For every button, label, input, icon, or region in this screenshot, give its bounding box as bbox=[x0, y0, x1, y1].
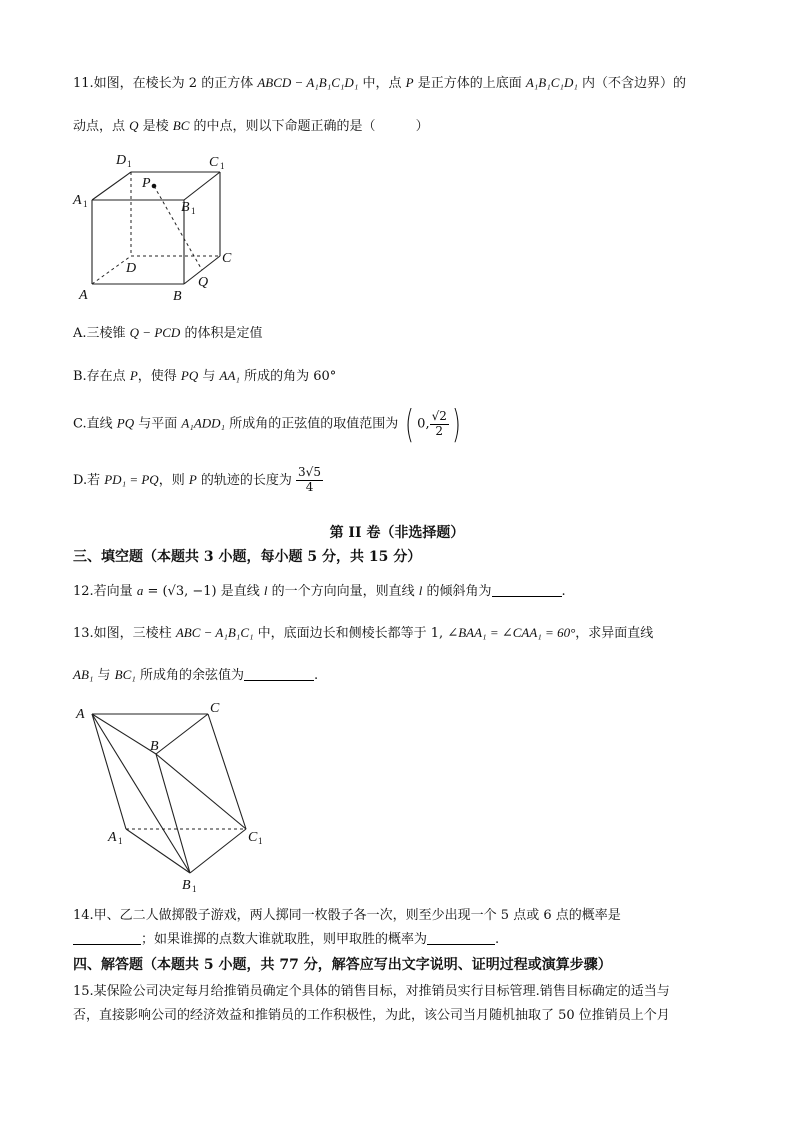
option-math: 0, bbox=[417, 416, 430, 432]
option-math: AA₁ bbox=[219, 368, 240, 383]
label-sub: 1 bbox=[220, 161, 225, 171]
q11-line2 bbox=[73, 115, 429, 134]
option-text: 的体积是定值 bbox=[180, 326, 263, 341]
option-math: PD₁ = PQ bbox=[104, 471, 159, 487]
label-sub: 1 bbox=[191, 206, 196, 216]
label-q: Q bbox=[198, 275, 209, 290]
q11-text: 11.如图，在棱长为 2 的正方体 bbox=[73, 76, 258, 91]
label-sub: 1 bbox=[258, 836, 263, 846]
label-d: D bbox=[126, 261, 137, 276]
q12-line-l: l bbox=[418, 583, 423, 598]
q13-text: 与 bbox=[93, 668, 115, 683]
label-sub: 1 bbox=[83, 199, 88, 209]
q14-line2 bbox=[73, 928, 499, 947]
option-text: A.三棱锥 bbox=[73, 326, 130, 341]
fraction bbox=[296, 466, 323, 495]
q12-text: 12.若向量 bbox=[73, 584, 137, 599]
q12-text: . bbox=[561, 584, 566, 599]
q13-text: . bbox=[313, 668, 319, 683]
option-text: D.若 bbox=[73, 472, 105, 488]
part4-title: 四、解答题（本题共 5 小题，共 77 分，解答应写出文字说明、证明过程或演算步骤） bbox=[73, 957, 612, 973]
label-b: B bbox=[150, 739, 159, 754]
q15-line1: 15.某保险公司决定每月给推销员确定个具体的销售目标，对推销员实行目标管理.销售目标确定的适当与 bbox=[73, 984, 670, 999]
denominator: 4 bbox=[305, 479, 314, 494]
option-text: 所成角的正弦值的取值范围为 bbox=[225, 416, 399, 432]
q13-line1 bbox=[73, 622, 653, 641]
option-math: PQ bbox=[180, 368, 199, 383]
q12-vector: a bbox=[136, 583, 144, 598]
option-text: 与平面 bbox=[134, 416, 182, 432]
q11-top-face: A₁B₁C₁D₁ bbox=[525, 75, 578, 90]
q12-text: 是直线 bbox=[216, 584, 264, 599]
label-c1: C bbox=[248, 830, 258, 845]
label-c: C bbox=[210, 701, 220, 716]
q13-text: 13.如图，三棱柱 bbox=[73, 626, 176, 641]
answer-blank[interactable] bbox=[427, 932, 495, 945]
numerator: 3√5 bbox=[298, 465, 321, 479]
part3-title: 三、填空题（本题共 3 小题，每小题 5 分，共 15 分） bbox=[73, 549, 422, 565]
denominator: 2 bbox=[435, 423, 444, 438]
label-b1: B bbox=[182, 878, 191, 893]
label-a: A bbox=[76, 707, 85, 722]
answer-blank[interactable] bbox=[244, 668, 314, 681]
cube-figure bbox=[70, 148, 245, 308]
q13-text: 所成角的余弦值为 bbox=[135, 668, 244, 683]
option-text: B.存在点 bbox=[73, 369, 130, 384]
label-d1: D bbox=[116, 153, 127, 168]
prism-figure bbox=[70, 698, 280, 898]
option-math: A₁ADD₁ bbox=[181, 415, 226, 431]
option-text: ，使得 bbox=[137, 369, 181, 384]
option-math: P bbox=[188, 471, 197, 487]
q12-text: 的倾斜角为 bbox=[422, 584, 492, 599]
label-p: P bbox=[142, 176, 151, 191]
label-sub: 1 bbox=[192, 884, 197, 894]
numerator: √2 bbox=[431, 408, 447, 423]
q11-cube-name: ABCD − A₁B₁C₁D₁ bbox=[257, 75, 359, 90]
option-text: 与 bbox=[198, 369, 220, 384]
option-math: PQ bbox=[116, 415, 135, 431]
q11-text: 内（不含边界）的 bbox=[577, 76, 686, 91]
q13-line-bc1: BC₁ bbox=[114, 667, 136, 682]
q11-point-p: P bbox=[405, 75, 414, 90]
q13-text: ，求异面直线 bbox=[575, 626, 654, 641]
label-sub: 1 bbox=[127, 159, 132, 169]
answer-blank[interactable] bbox=[492, 584, 562, 597]
q13-line-ab1: AB₁ bbox=[73, 667, 94, 682]
label-c: C bbox=[222, 251, 232, 266]
option-text: ，则 bbox=[158, 472, 189, 488]
option-math: Q − PCD bbox=[129, 325, 181, 340]
q11-option-d bbox=[73, 466, 323, 495]
label-a1: A bbox=[73, 193, 82, 208]
option-text: C.直线 bbox=[73, 416, 117, 432]
q11-text: ） bbox=[415, 119, 429, 134]
q13-line2 bbox=[73, 664, 318, 683]
option-text: 所成的角为 60° bbox=[239, 369, 337, 384]
q11-option-c: C.直线 PQ 与平面 A₁ADD₁ 所成角的正弦值的取值范围为 ( 0, $\frac{√2}{2}$ ) bbox=[73, 402, 461, 446]
q12-line-l: l bbox=[263, 583, 268, 598]
q11-edge-bc: BC bbox=[172, 118, 190, 133]
q14-text: ；如果谁掷的点数大谁就取胜，则甲取胜的概率为 bbox=[141, 932, 428, 947]
q11-option-a bbox=[73, 322, 262, 341]
q12-text: 的一个方向向量，则直线 bbox=[267, 584, 419, 599]
q11-text: 中，点 bbox=[358, 76, 406, 91]
option-text: 的轨迹的长度为 bbox=[196, 472, 297, 488]
q14-text: . bbox=[495, 932, 500, 947]
label-b1: B bbox=[181, 200, 190, 215]
label-sub: 1 bbox=[118, 836, 123, 846]
q11-text: 的中点，则以下命题正确的是（ bbox=[189, 119, 376, 134]
q12 bbox=[73, 580, 566, 599]
q12-value: = (√3, −1) bbox=[143, 584, 217, 599]
q11-text: 是棱 bbox=[138, 119, 173, 134]
option-math: P bbox=[129, 368, 138, 383]
label-b: B bbox=[173, 289, 182, 304]
q15-line2: 否，直接影响公司的经济效益和推销员的工作积极性，为此，该公司当月随机抽取了 50 位推销员上个月 bbox=[73, 1008, 670, 1023]
fraction bbox=[430, 410, 449, 439]
q11-line1 bbox=[73, 72, 686, 91]
label-c1: C bbox=[209, 155, 219, 170]
answer-blank[interactable] bbox=[73, 932, 141, 945]
q11-text: 是正方体的上底面 bbox=[413, 76, 526, 91]
q13-angles: ∠BAA₁ = ∠CAA₁ = 60° bbox=[447, 625, 576, 640]
q11-point-q: Q bbox=[129, 118, 139, 133]
q13-prism: ABC − A₁B₁C₁ bbox=[175, 625, 254, 640]
q11-text: 动点，点 bbox=[73, 119, 130, 134]
q11-option-b bbox=[73, 365, 336, 384]
label-a1: A bbox=[108, 830, 117, 845]
section-title: 第 II 卷（非选择题） bbox=[329, 525, 465, 541]
q13-text: 中，底面边长和侧棱长都等于 1, bbox=[253, 626, 448, 641]
q14-line1: 14.甲、乙二人做掷骰子游戏，两人掷同一枚骰子各一次，则至少出现一个 5 点或 6 点的概率是 bbox=[73, 908, 621, 923]
label-a: A bbox=[79, 288, 88, 303]
